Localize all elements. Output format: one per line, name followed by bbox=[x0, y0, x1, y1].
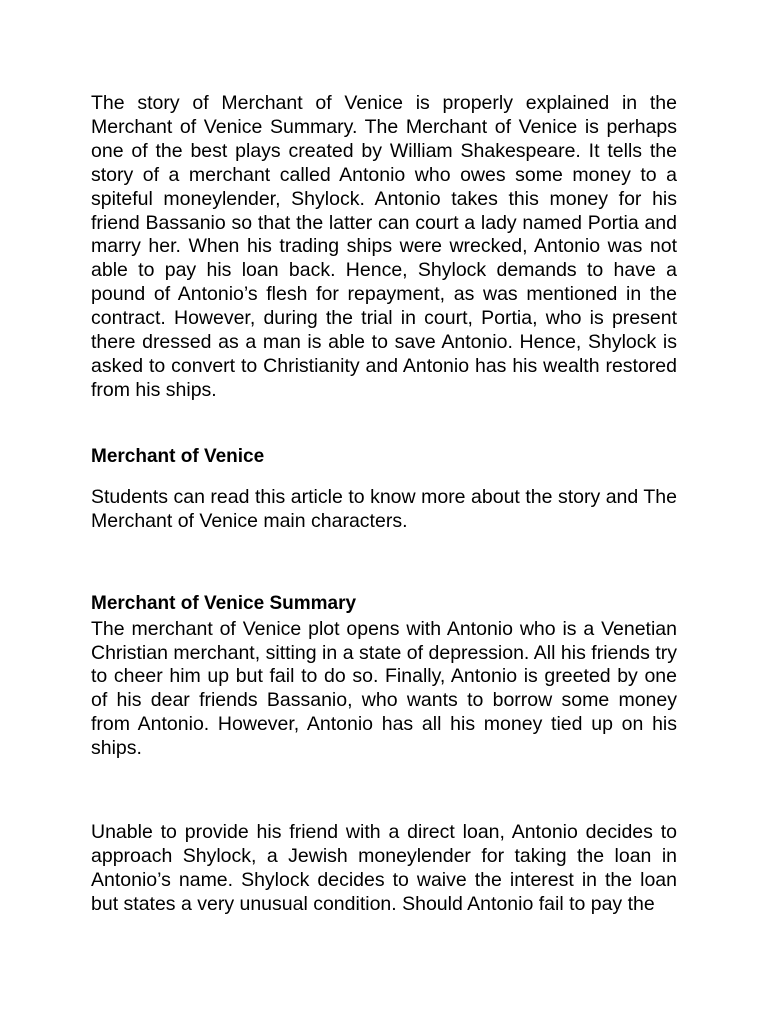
section-heading-merchant-of-venice: Merchant of Venice bbox=[91, 445, 265, 467]
loan-paragraph: Unable to provide his friend with a direct loan, Antonio decides to approach Shylock, a Jewish moneylender for taking the loan in Antonio’s name. Shylock decides to waive the interest in the loan but states a very unusual condition. Should Antonio fail to pay the bbox=[91, 821, 677, 915]
intro-paragraph: The story of Merchant of Venice is properly explained in the Merchant of Venice Summary. The Merchant of Venice is perhaps one of the best plays created by William Shakespeare. It tells the story of a merchant called Antonio who owes some money to a spiteful moneylender, Shylock. Antonio takes this money for his friend Bassanio so that the latter can court a lady named Portia and marry her. When his trading ships were wrecked, Antonio was not able to pay his loan back. Hence, Shylock demands to have a pound of Antonio’s flesh for repayment, as was mentioned in the contract. However, during the trial in court, Portia, who is present there dressed as a man is able to save Antonio. Hence, Shylock is asked to convert to Christianity and Antonio has his wealth restored from his ships. bbox=[91, 92, 677, 401]
document-page bbox=[91, 92, 677, 917]
section-heading-summary: Merchant of Venice Summary bbox=[91, 592, 357, 614]
summary-paragraph: The merchant of Venice plot opens with Antonio who is a Venetian Christian merchant, sitting in a state of depression. All his friends try to cheer him up but fail to do so. Finally, Antonio is greeted by one of his dear friends Bassanio, who wants to borrow some money from Antonio. However, Antonio has all his money tied up on his ships. bbox=[91, 617, 677, 760]
article-note-paragraph: Students can read this article to know more about the story and The Merchant of Venice main characters. bbox=[91, 485, 677, 532]
